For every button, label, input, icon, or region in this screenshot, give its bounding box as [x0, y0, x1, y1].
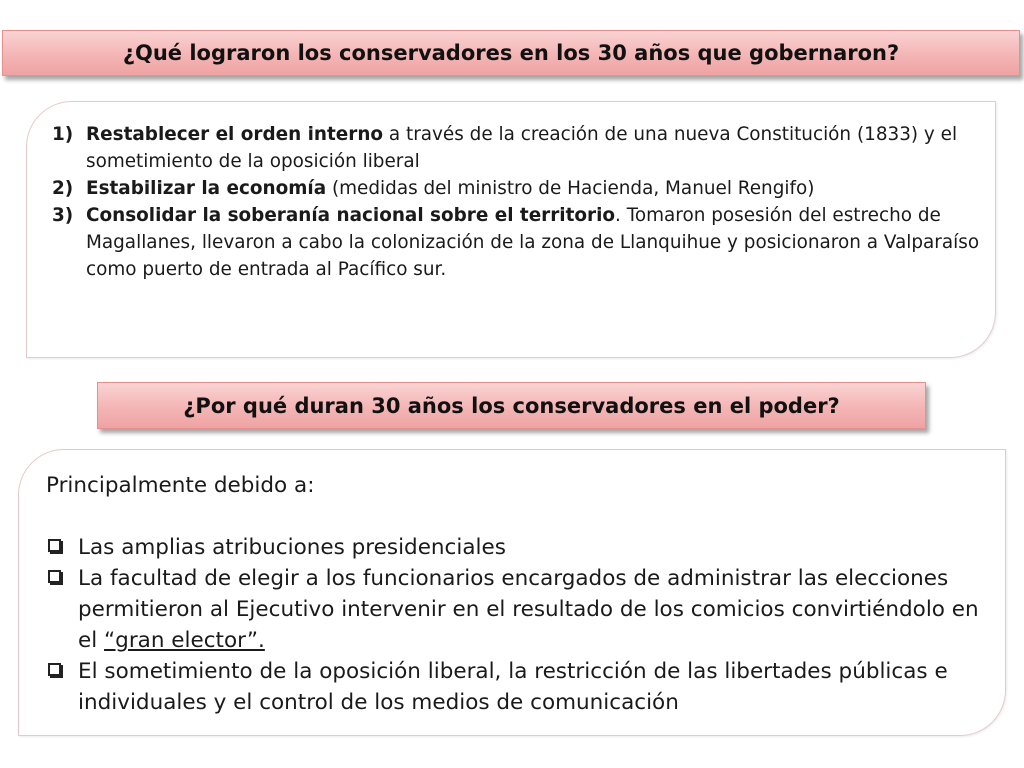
achievement-number: 2): [52, 178, 74, 199]
achievement-item: [52, 175, 982, 202]
checkbox-bullet-icon: [48, 539, 61, 552]
achievement-number: 1): [52, 124, 74, 145]
achievement-text: a través de la creación de una nueva Constitución (1833) y el sometimiento de la oposición liberal: [86, 124, 958, 172]
question-banner-text: ¿Por qué duran 30 años los conservadores en el poder?: [183, 393, 840, 418]
reason-item: [46, 656, 991, 718]
achievement-text: (medidas del ministro de Hacienda, Manuel Rengifo): [326, 178, 815, 199]
achievement-title: Consolidar la soberanía nacional sobre el territorio: [86, 205, 616, 226]
achievement-text: . Tomaron posesión del estrecho de Magallanes, llevaron a cabo la colonización de la zona de Llanquihue y posicionaron a Valparaíso como puerto de entrada al Pacífico sur.: [86, 205, 980, 280]
achievement-number: 3): [52, 205, 74, 226]
title-banner-text: ¿Qué lograron los conservadores en los 30 años que gobernaron?: [122, 41, 900, 65]
gran-elector-quote: “gran elector”.: [104, 628, 265, 653]
checkbox-bullet-icon: [48, 663, 61, 676]
checkbox-bullet-icon: [48, 570, 61, 583]
reason-item: [46, 563, 991, 656]
achievement-title: Restablecer el orden interno: [86, 124, 384, 145]
reason-text: La facultad de elegir a los funcionarios encargados de administrar las elecciones permitieron al Ejecutivo intervenir en el resultado de los comicios convirtiéndolo en el: [78, 566, 979, 653]
achievements-list: [52, 121, 982, 283]
achievement-item: [52, 121, 982, 175]
title-banner: [2, 30, 1020, 76]
reason-text: El sometimiento de la oposición liberal, la restricción de las libertades públicas e individuales y el control de los medios de comunicación: [78, 659, 948, 715]
reason-item: [46, 532, 991, 563]
reasons-intro: Principalmente debido a:: [46, 473, 315, 498]
achievement-title: Estabilizar la economía: [86, 178, 327, 199]
question-banner: [97, 382, 926, 429]
achievement-item: [52, 202, 982, 283]
reasons-list: [46, 470, 991, 718]
reason-text: Las amplias atribuciones presidenciales: [78, 535, 506, 560]
